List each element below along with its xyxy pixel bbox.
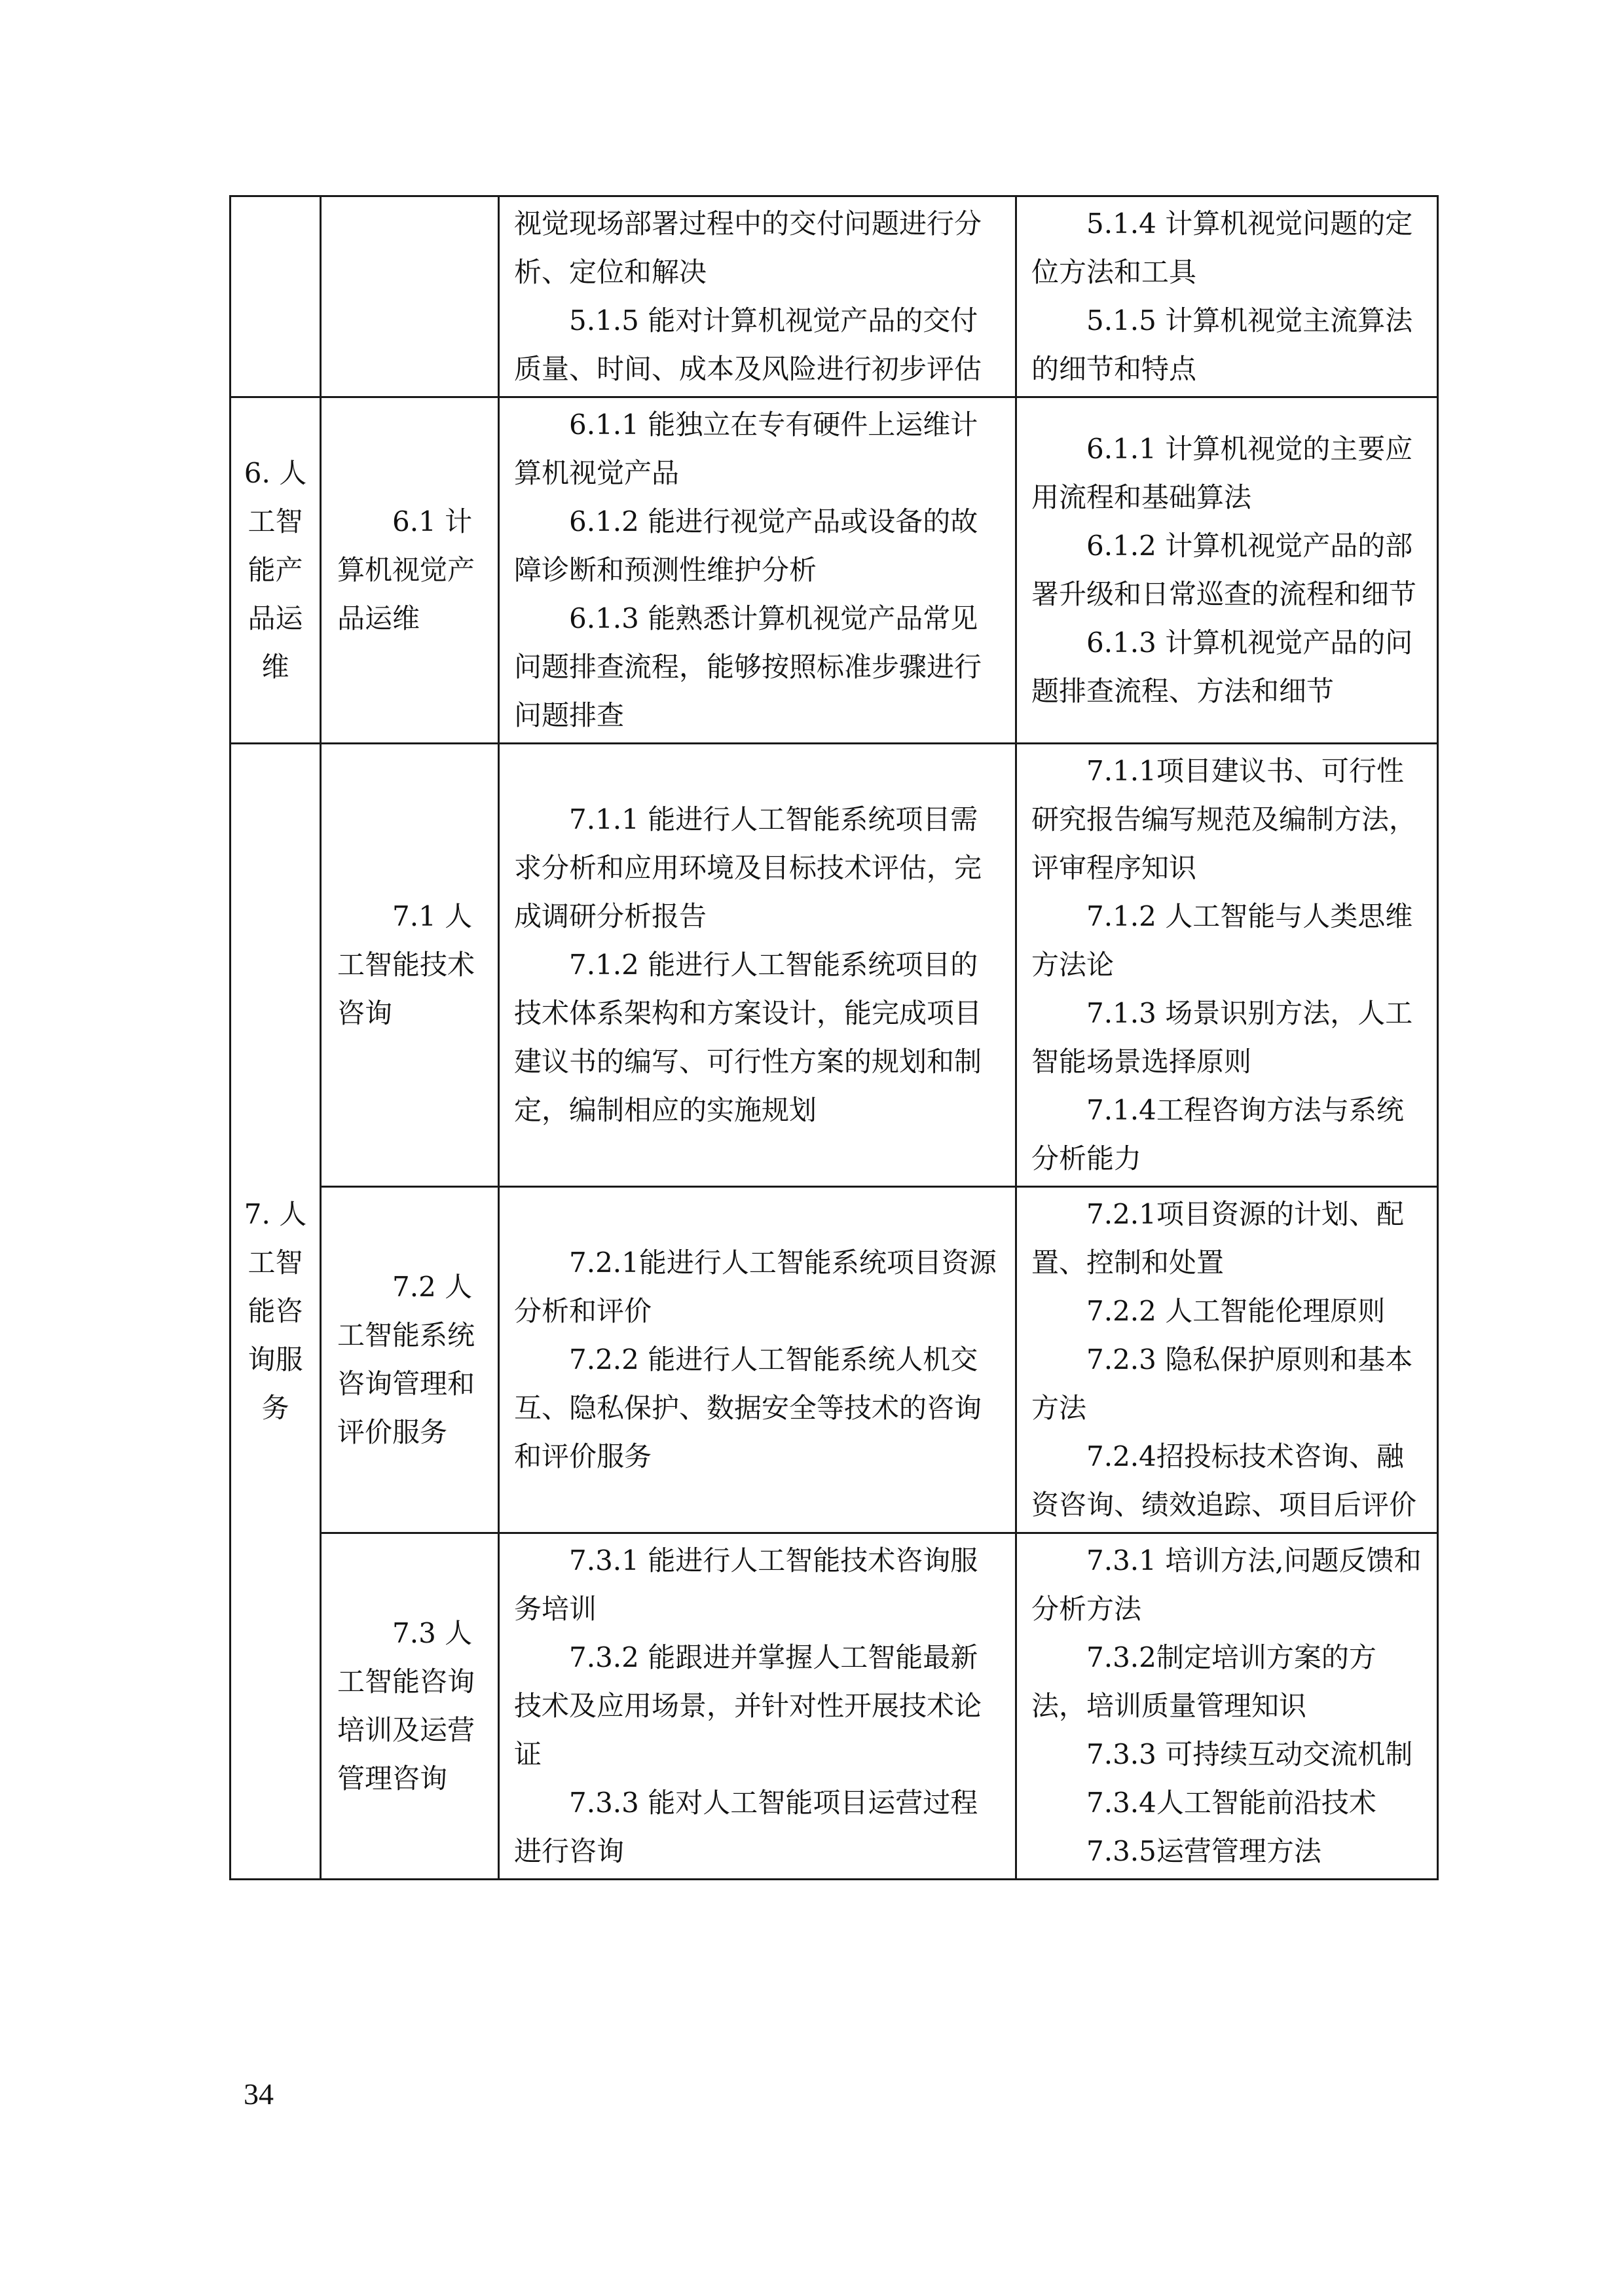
work-content-cell	[321, 1187, 499, 1533]
knowledge-cell	[1016, 397, 1438, 744]
knowledge-cell	[1016, 196, 1438, 397]
page-number: 34	[244, 2077, 274, 2111]
table-row	[231, 1533, 1438, 1880]
skill-text: 视觉现场部署过程中的交付问题进行分析、定位和解决	[514, 208, 982, 288]
table-row	[231, 1187, 1438, 1533]
table-row	[231, 397, 1438, 744]
work-area-cell	[231, 397, 321, 744]
knowledge-text: 7.1.2 人工智能与人类思维方法论	[1031, 900, 1413, 981]
knowledge-text: 5.1.4 计算机视觉问题的定位方法和工具	[1031, 208, 1413, 288]
knowledge-text: 7.2.3 隐私保护原则和基本方法	[1031, 1343, 1413, 1424]
skill-text: 7.3.3 能对人工智能项目运营过程进行咨询	[514, 1787, 978, 1867]
skill-text: 5.1.5 能对计算机视觉产品的交付质量、时间、成本及风险进行初步评估	[514, 304, 982, 385]
work-content-cell	[321, 1533, 499, 1880]
table-row	[231, 744, 1438, 1187]
skill-requirement-cell	[499, 397, 1016, 744]
skill-text: 6.1.3 能熟悉计算机视觉产品常见问题排查流程，能够按照标准步骤进行问题排查	[514, 602, 982, 731]
skill-requirement-cell	[499, 1187, 1016, 1533]
skill-requirement-cell	[499, 744, 1016, 1187]
knowledge-text: 6.1.1 计算机视觉的主要应用流程和基础算法	[1031, 433, 1413, 513]
skill-text: 7.2.2 能进行人工智能系统人机交互、隐私保护、数据安全等技术的咨询和评价服务	[514, 1343, 982, 1472]
empty-cell	[231, 196, 321, 397]
knowledge-text: 7.1.4工程咨询方法与系统分析能力	[1031, 1094, 1404, 1175]
knowledge-text: 7.2.4招投标技术咨询、融资咨询、绩效追踪、项目后评价	[1031, 1440, 1417, 1521]
knowledge-text: 7.1.1项目建议书、可行性研究报告编写规范及编制方法，评审程序知识	[1031, 755, 1417, 884]
knowledge-text: 7.2.1项目资源的计划、配置、控制和处置	[1031, 1198, 1404, 1279]
work-content-label: 7.1 人工智能技术咨询	[337, 900, 475, 1029]
knowledge-text: 7.3.2制定培训方案的方法，培训质量管理知识	[1031, 1641, 1376, 1722]
content-table	[229, 195, 1439, 1880]
skill-text: 7.3.1 能进行人工智能技术咨询服务培训	[514, 1544, 978, 1625]
work-area-label: 6. 人工智能产品运维	[244, 457, 307, 683]
work-content-label: 7.3 人工智能咨询培训及运营管理咨询	[337, 1617, 475, 1795]
empty-cell	[321, 196, 499, 397]
skill-text: 7.3.2 能跟进并掌握人工智能最新技术及应用场景，并针对性开展技术论证	[514, 1641, 982, 1770]
knowledge-text: 7.2.2 人工智能伦理原则	[1086, 1295, 1386, 1327]
knowledge-cell	[1016, 744, 1438, 1187]
knowledge-text: 7.3.5运营管理方法	[1086, 1835, 1321, 1867]
work-content-cell	[321, 397, 499, 744]
knowledge-text: 5.1.5 计算机视觉主流算法的细节和特点	[1031, 304, 1413, 385]
skill-requirement-cell	[499, 196, 1016, 397]
skill-text: 7.1.2 能进行人工智能系统项目的技术体系架构和方案设计，能完成项目建议书的编写、可行性方案的规划和制定，编制相应的实施规划	[514, 949, 982, 1126]
knowledge-cell	[1016, 1187, 1438, 1533]
work-content-label: 7.2 人工智能系统咨询管理和评价服务	[337, 1271, 475, 1448]
work-content-cell	[321, 744, 499, 1187]
skill-text: 7.2.1能进行人工智能系统项目资源分析和评价	[514, 1247, 997, 1327]
skill-requirement-cell	[499, 1533, 1016, 1880]
knowledge-text: 6.1.3 计算机视觉产品的问题排查流程、方法和细节	[1031, 627, 1413, 707]
table-row	[231, 196, 1438, 397]
work-area-cell	[231, 744, 321, 1880]
knowledge-text: 7.1.3 场景识别方法，人工智能场景选择原则	[1031, 997, 1413, 1078]
knowledge-text: 6.1.2 计算机视觉产品的部署升级和日常巡查的流程和细节	[1031, 530, 1417, 610]
skill-text: 6.1.2 能进行视觉产品或设备的故障诊断和预测性维护分析	[514, 505, 978, 586]
knowledge-text: 7.3.3 可持续互动交流机制	[1086, 1738, 1413, 1770]
knowledge-cell	[1016, 1533, 1438, 1880]
skill-text: 7.1.1 能进行人工智能系统项目需求分析和应用环境及目标技术评估，完成调研分析报告	[514, 803, 982, 932]
knowledge-text: 7.3.4人工智能前沿技术	[1086, 1787, 1376, 1819]
skill-text: 6.1.1 能独立在专有硬件上运维计算机视觉产品	[514, 409, 978, 489]
work-content-label: 6.1 计算机视觉产品运维	[337, 505, 475, 634]
work-area-label: 7. 人工智能咨询服务	[244, 1198, 307, 1424]
knowledge-text: 7.3.1 培训方法,问题反馈和分析方法	[1031, 1544, 1422, 1625]
